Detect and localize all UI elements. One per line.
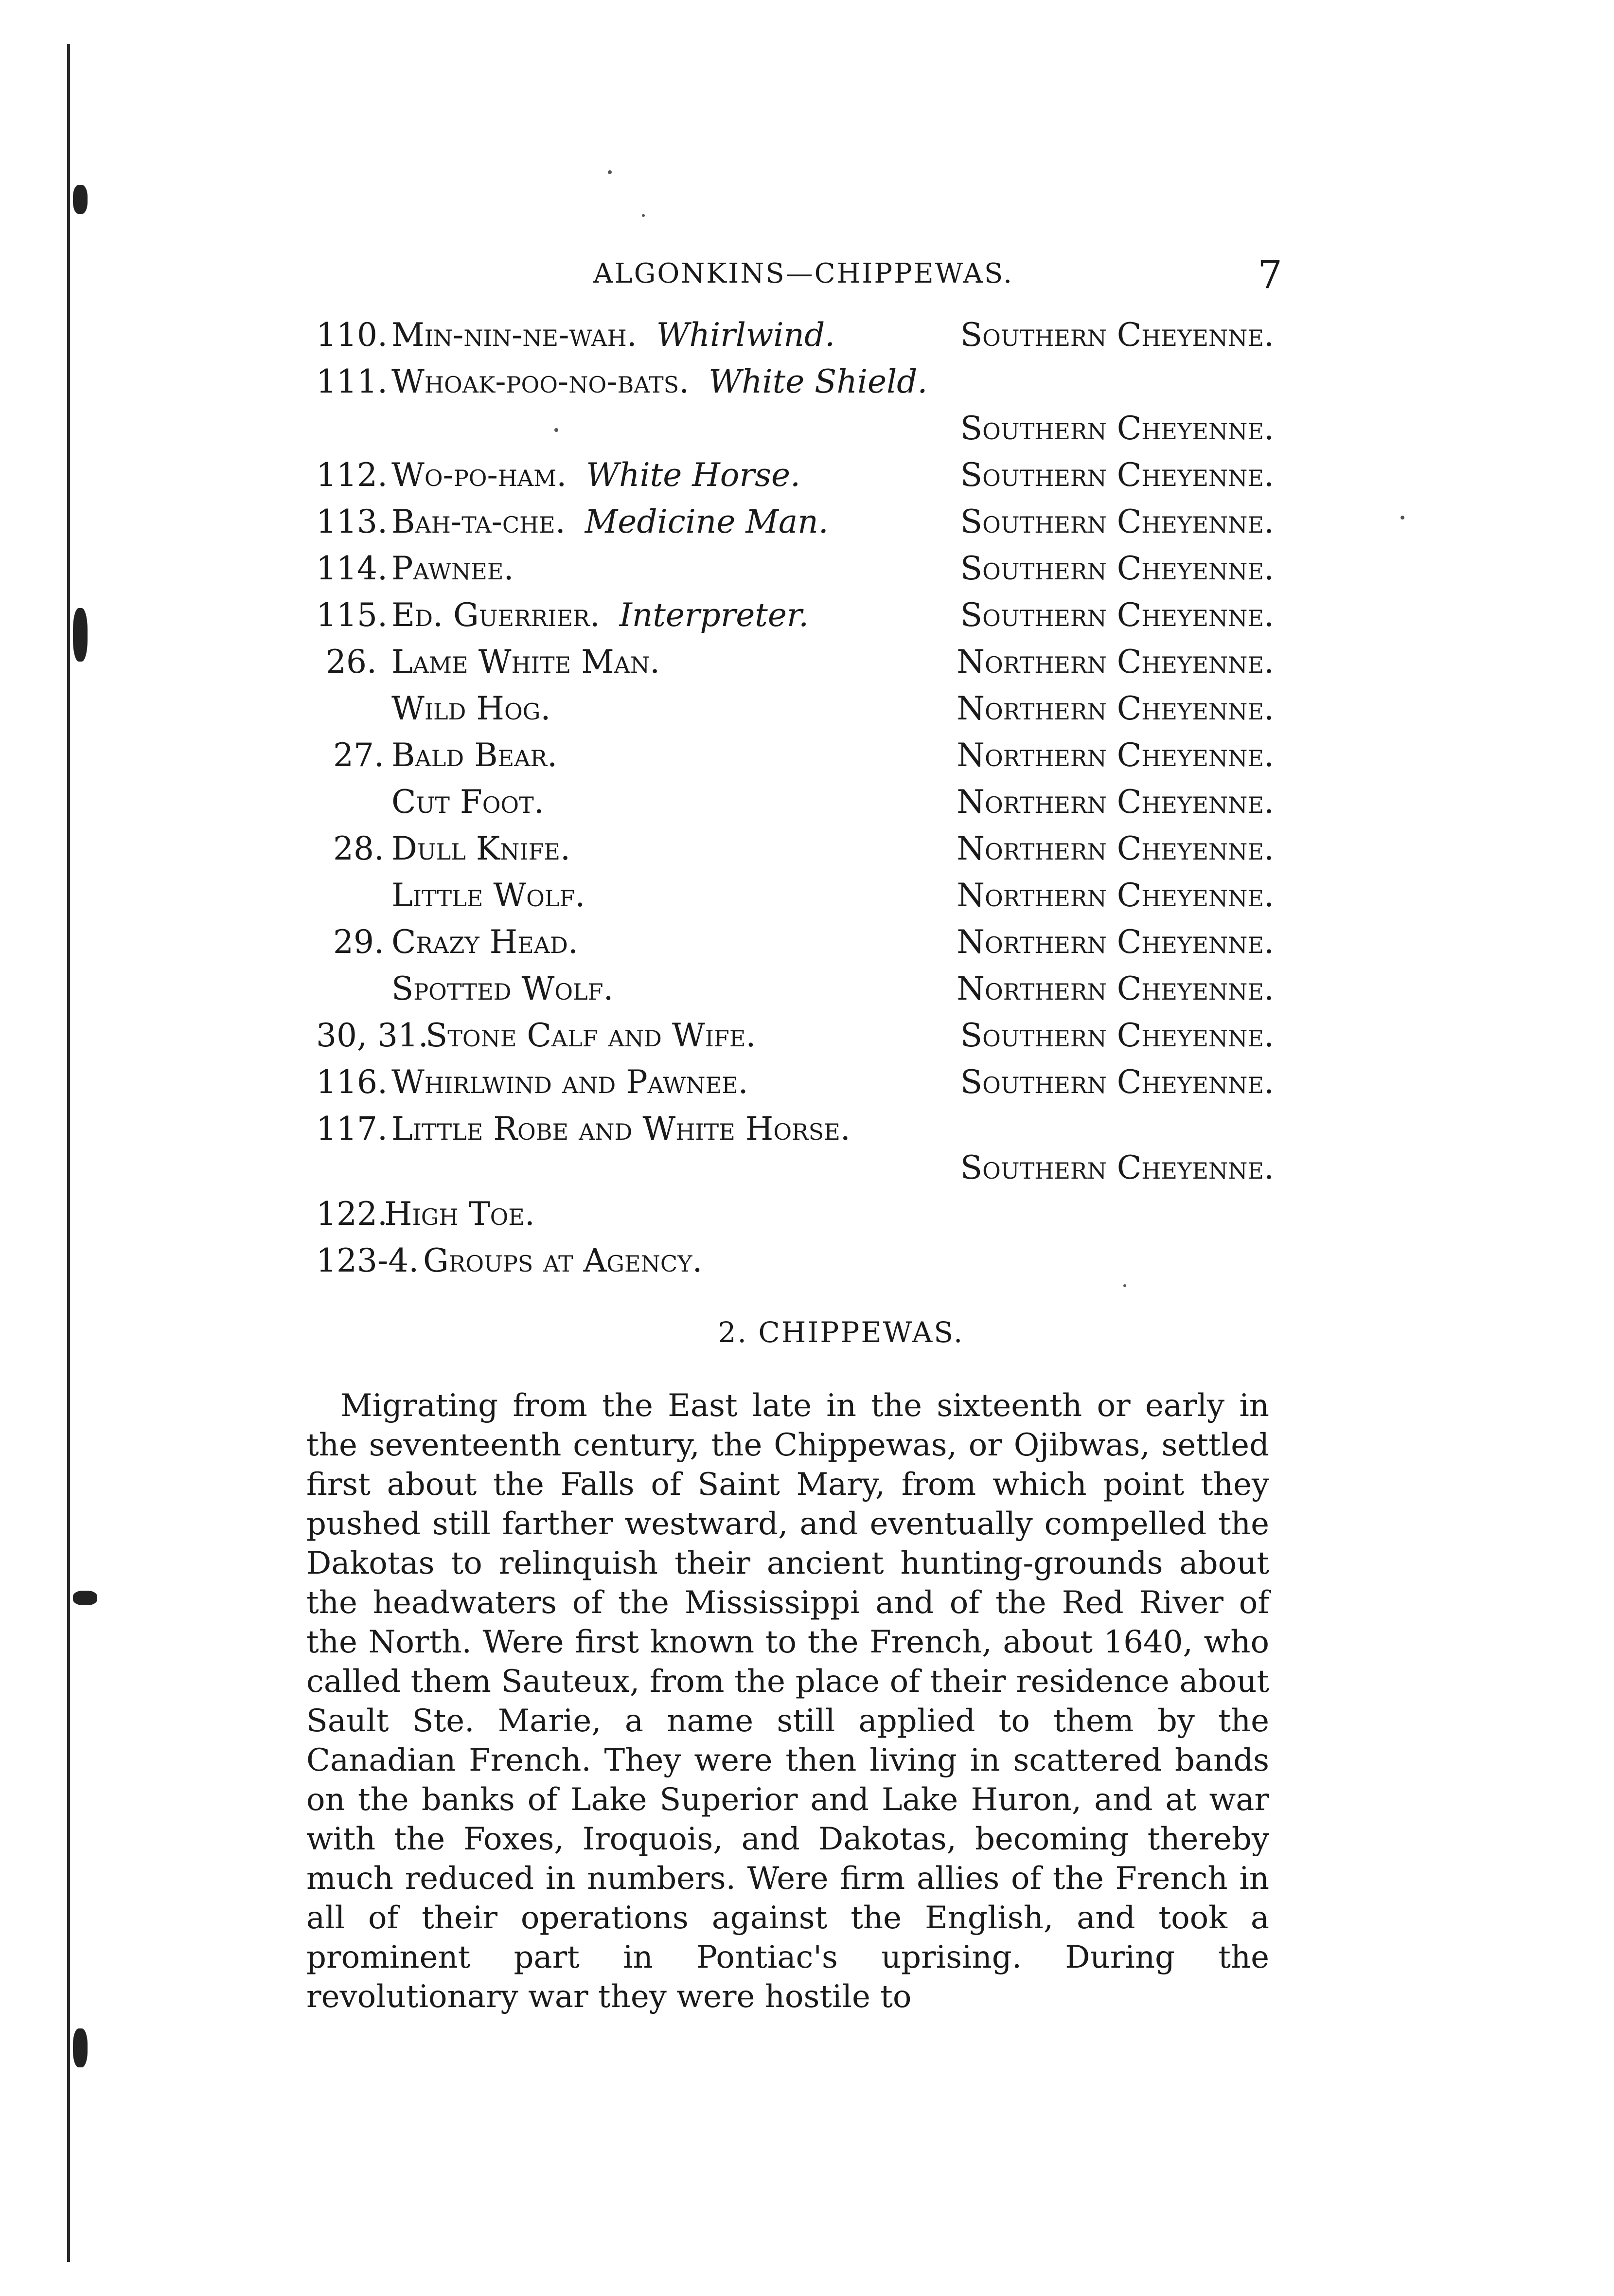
list-item <box>316 363 1274 456</box>
tribe-label: Northern Cheyenne. <box>957 830 1274 867</box>
subject-name: Wo-po-ham. White Horse. <box>391 456 800 494</box>
tribe-label: Southern Cheyenne. <box>960 596 1274 634</box>
subject-name: Little Wolf. <box>391 877 585 914</box>
tribe-label: Southern Cheyenne. <box>960 410 1274 447</box>
plate-number: 26. <box>326 643 377 681</box>
tribe-label: Southern Cheyenne. <box>960 503 1274 540</box>
plate-number: 117. <box>316 1110 388 1148</box>
speck <box>1123 1284 1126 1287</box>
list-item <box>316 1110 1274 1195</box>
plate-number: 29. <box>333 923 384 961</box>
list-item <box>316 1063 1274 1110</box>
plate-number: 116. <box>316 1063 388 1101</box>
subject-name: Stone Calf and Wife. <box>426 1017 756 1054</box>
tribe-label: Northern Cheyenne. <box>957 736 1274 774</box>
subject-name: Spotted Wolf. <box>391 970 614 1007</box>
subject-name: Lame White Man. <box>391 643 660 681</box>
plate-number: 110. <box>316 316 388 354</box>
list-item <box>316 456 1274 503</box>
subject-name: Groups at Agency. <box>423 1242 703 1279</box>
running-title: ALGONKINS—CHIPPEWAS. <box>593 258 1014 289</box>
list-item <box>316 736 1274 783</box>
list-item <box>316 970 1274 1017</box>
speck <box>608 170 612 174</box>
subject-name: Wild Hog. <box>391 690 551 727</box>
binding-mark <box>73 2028 88 2067</box>
plate-number: 114. <box>316 550 388 587</box>
list-item <box>316 596 1274 643</box>
subject-role: White Shield. <box>709 363 928 400</box>
subject-name: High Toe. <box>384 1195 535 1233</box>
speck <box>642 214 645 217</box>
plate-number: 28. <box>333 830 384 867</box>
subject-role: White Horse. <box>586 456 800 494</box>
subject-name: Whirlwind and Pawnee. <box>391 1063 748 1101</box>
tribe-label: Northern Cheyenne. <box>957 923 1274 961</box>
body-paragraph <box>306 1386 1269 2017</box>
tribe-label: Northern Cheyenne. <box>957 643 1274 681</box>
plate-number: 122. <box>316 1195 388 1233</box>
list-item <box>316 877 1274 923</box>
plate-number: 123-4. <box>316 1242 419 1279</box>
list-item <box>316 783 1274 830</box>
list-item <box>316 1242 1274 1289</box>
plate-list <box>316 316 1274 1289</box>
list-item <box>316 503 1274 550</box>
running-header <box>593 252 1284 297</box>
binding-mark <box>73 1591 97 1605</box>
tribe-label: Northern Cheyenne. <box>957 877 1274 914</box>
tribe-label: Southern Cheyenne. <box>960 550 1274 587</box>
tribe-label: Northern Cheyenne. <box>957 783 1274 821</box>
subject-name: Dull Knife. <box>391 830 570 867</box>
subject-name: Little Robe and White Horse. <box>391 1110 851 1148</box>
plate-number: 113. <box>316 503 388 540</box>
paragraph-text: Migrating from the East late in the sixteenth or early in the seventeenth century, the Chippewas, or Ojibwas, settled first about the Falls of Saint Mary, from which point they pushed still farther westward, and eventually compelled the Dakotas to relinquish their ancient hunting-grounds about the headwaters of the Mississippi and of the Red River of the North. Were first known to the French, about 1640, who called them Sauteux, from the place of their residence about Sault Ste. Marie, a name still applied to them by the Canadian French. They were then living in scattered bands on the banks of Lake Superior and Lake Huron, and at war with the Foxes, Iroquois, and Dakotas, becoming thereby much reduced in numbers. Were firm allies of the French in all of their operations against the English, and took a prominent part in Pontiac's uprising. During the revolutionary war they were hostile to <box>306 1388 1269 2015</box>
list-item <box>316 1195 1274 1242</box>
list-item <box>316 550 1274 596</box>
subject-name: Whoak-poo-no-bats. White Shield. <box>391 363 928 400</box>
list-item <box>316 923 1274 970</box>
subject-role: Medicine Man. <box>585 503 829 540</box>
plate-number: 111. <box>316 363 388 400</box>
list-item <box>316 690 1274 736</box>
tribe-label: Southern Cheyenne. <box>960 1149 1274 1186</box>
subject-name: Pawnee. <box>391 550 514 587</box>
subject-role: Interpreter. <box>619 596 809 634</box>
tribe-label: Northern Cheyenne. <box>957 970 1274 1007</box>
binding-mark <box>73 608 88 662</box>
binding-edge <box>67 44 70 2262</box>
section-heading: 2. CHIPPEWAS. <box>718 1316 964 1349</box>
tribe-label: Northern Cheyenne. <box>957 690 1274 727</box>
list-item <box>316 830 1274 877</box>
page-number: 7 <box>1258 252 1284 297</box>
plate-number: 115. <box>316 596 388 634</box>
list-item <box>316 316 1274 363</box>
subject-name: Crazy Head. <box>391 923 578 961</box>
subject-name: Min-nin-ne-wah. Whirlwind. <box>391 316 835 354</box>
binding-mark <box>73 185 88 214</box>
plate-number: 112. <box>316 456 388 494</box>
subject-name: Cut Foot. <box>391 783 544 821</box>
subject-name: Bah-ta-che. Medicine Man. <box>391 503 829 540</box>
subject-role: Whirlwind. <box>656 316 835 354</box>
tribe-label: Southern Cheyenne. <box>960 316 1274 354</box>
tribe-label: Southern Cheyenne. <box>960 1017 1274 1054</box>
subject-name: Bald Bear. <box>391 736 558 774</box>
speck <box>1401 516 1404 520</box>
tribe-label: Southern Cheyenne. <box>960 1063 1274 1101</box>
tribe-label: Southern Cheyenne. <box>960 456 1274 494</box>
speck <box>554 428 558 432</box>
plate-number: 30, 31. <box>316 1017 428 1054</box>
plate-number: 27. <box>333 736 384 774</box>
list-item <box>316 1017 1274 1063</box>
list-item <box>316 643 1274 690</box>
subject-name: Ed. Guerrier. Interpreter. <box>391 596 809 634</box>
